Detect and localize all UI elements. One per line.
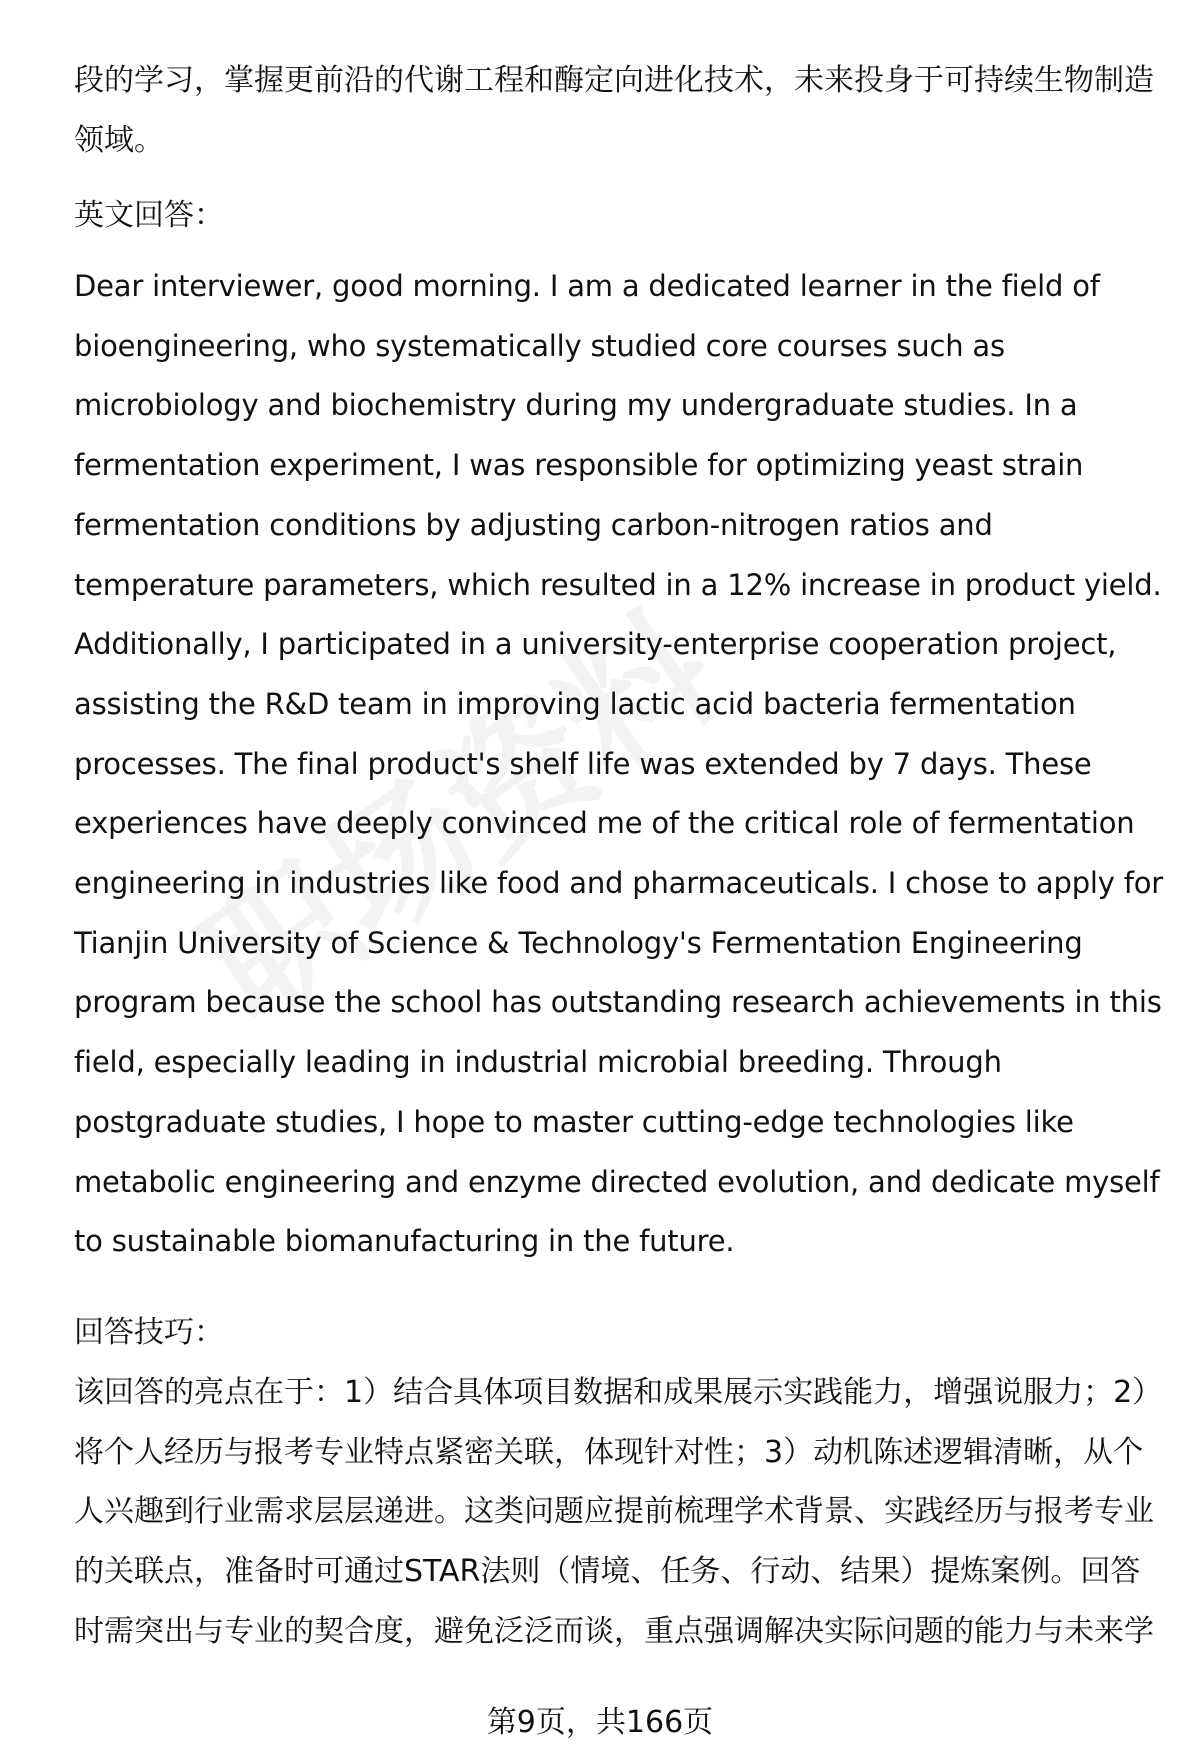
english-answer-line-11: engineering in industries like food and pharmaceuticals. I chose to apply for	[74, 866, 1164, 901]
english-answer-line-12: Tianjin University of Science & Technology's Fermentation Engineering	[74, 925, 1083, 960]
english-answer-heading: 英文回答：	[74, 198, 224, 233]
english-answer-line-4: fermentation experiment, I was responsible for optimizing yeast strain	[74, 448, 1084, 483]
answer-tips-line-4: 的关联点，准备时可通过STAR法则（情境、任务、行动、结果）提炼案例。回答	[74, 1554, 1141, 1590]
chinese-continuation-paragraph	[74, 51, 1154, 170]
chinese-continuation-line-2: 领域。	[74, 122, 164, 158]
english-answer-line-13: program because the school has outstanding research achievements in this	[74, 985, 1162, 1020]
answer-tips-line-1: 该回答的亮点在于：1）结合具体项目数据和成果展示实践能力，增强说服力；2）	[74, 1375, 1163, 1410]
english-answer-line-17: to sustainable biomanufacturing in the future.	[74, 1224, 735, 1259]
english-answer-line-5: fermentation conditions by adjusting carbon-nitrogen ratios and	[74, 507, 993, 542]
answer-tips-heading: 回答技巧：	[74, 1315, 224, 1350]
english-answer-line-16: metabolic engineering and enzyme directed evolution, and dedicate myself	[74, 1164, 1160, 1199]
english-answer-line-10: experiences have deeply convinced me of the critical role of fermentation	[74, 806, 1135, 841]
chinese-continuation-line-1: 段的学习，掌握更前沿的代谢工程和酶定向进化技术，未来投身于可持续生物制造	[74, 63, 1154, 98]
english-answer-line-2: bioengineering, who systematically studied core courses such as	[74, 328, 1005, 363]
english-answer-line-15: postgraduate studies, I hope to master cutting-edge technologies like	[74, 1104, 1074, 1139]
answer-tips-line-3: 人兴趣到行业需求层层递进。这类问题应提前梳理学术背景、实践经历与报考专业	[74, 1494, 1154, 1530]
english-answer-line-7: Additionally, I participated in a university-enterprise cooperation project,	[74, 627, 1117, 662]
english-answer-line-6: temperature parameters, which resulted in a 12% increase in product yield.	[74, 567, 1162, 602]
english-answer-line-8: assisting the R&D team in improving lactic acid bacteria fermentation	[74, 686, 1076, 721]
english-answer-line-14: field, especially leading in industrial microbial breeding. Through	[74, 1045, 1002, 1080]
english-answer-line-9: processes. The final product's shelf life was extended by 7 days. These	[74, 746, 1092, 781]
english-answer-line-1: Dear interviewer, good morning. I am a dedicated learner in the field of	[74, 269, 1100, 303]
page-number-footer: 第9页，共166页	[486, 1705, 714, 1740]
answer-tips-line-5: 时需突出与专业的契合度，避免泛泛而谈，重点强调解决实际问题的能力与未来学	[74, 1613, 1154, 1649]
english-answer-paragraph	[74, 257, 1164, 1272]
answer-tips-paragraph	[74, 1363, 1163, 1662]
english-answer-line-3: microbiology and biochemistry during my undergraduate studies. In a	[74, 388, 1078, 423]
answer-tips-line-2: 将个人经历与报考专业特点紧密关联，体现针对性；3）动机陈述逻辑清晰，从个	[74, 1434, 1144, 1470]
